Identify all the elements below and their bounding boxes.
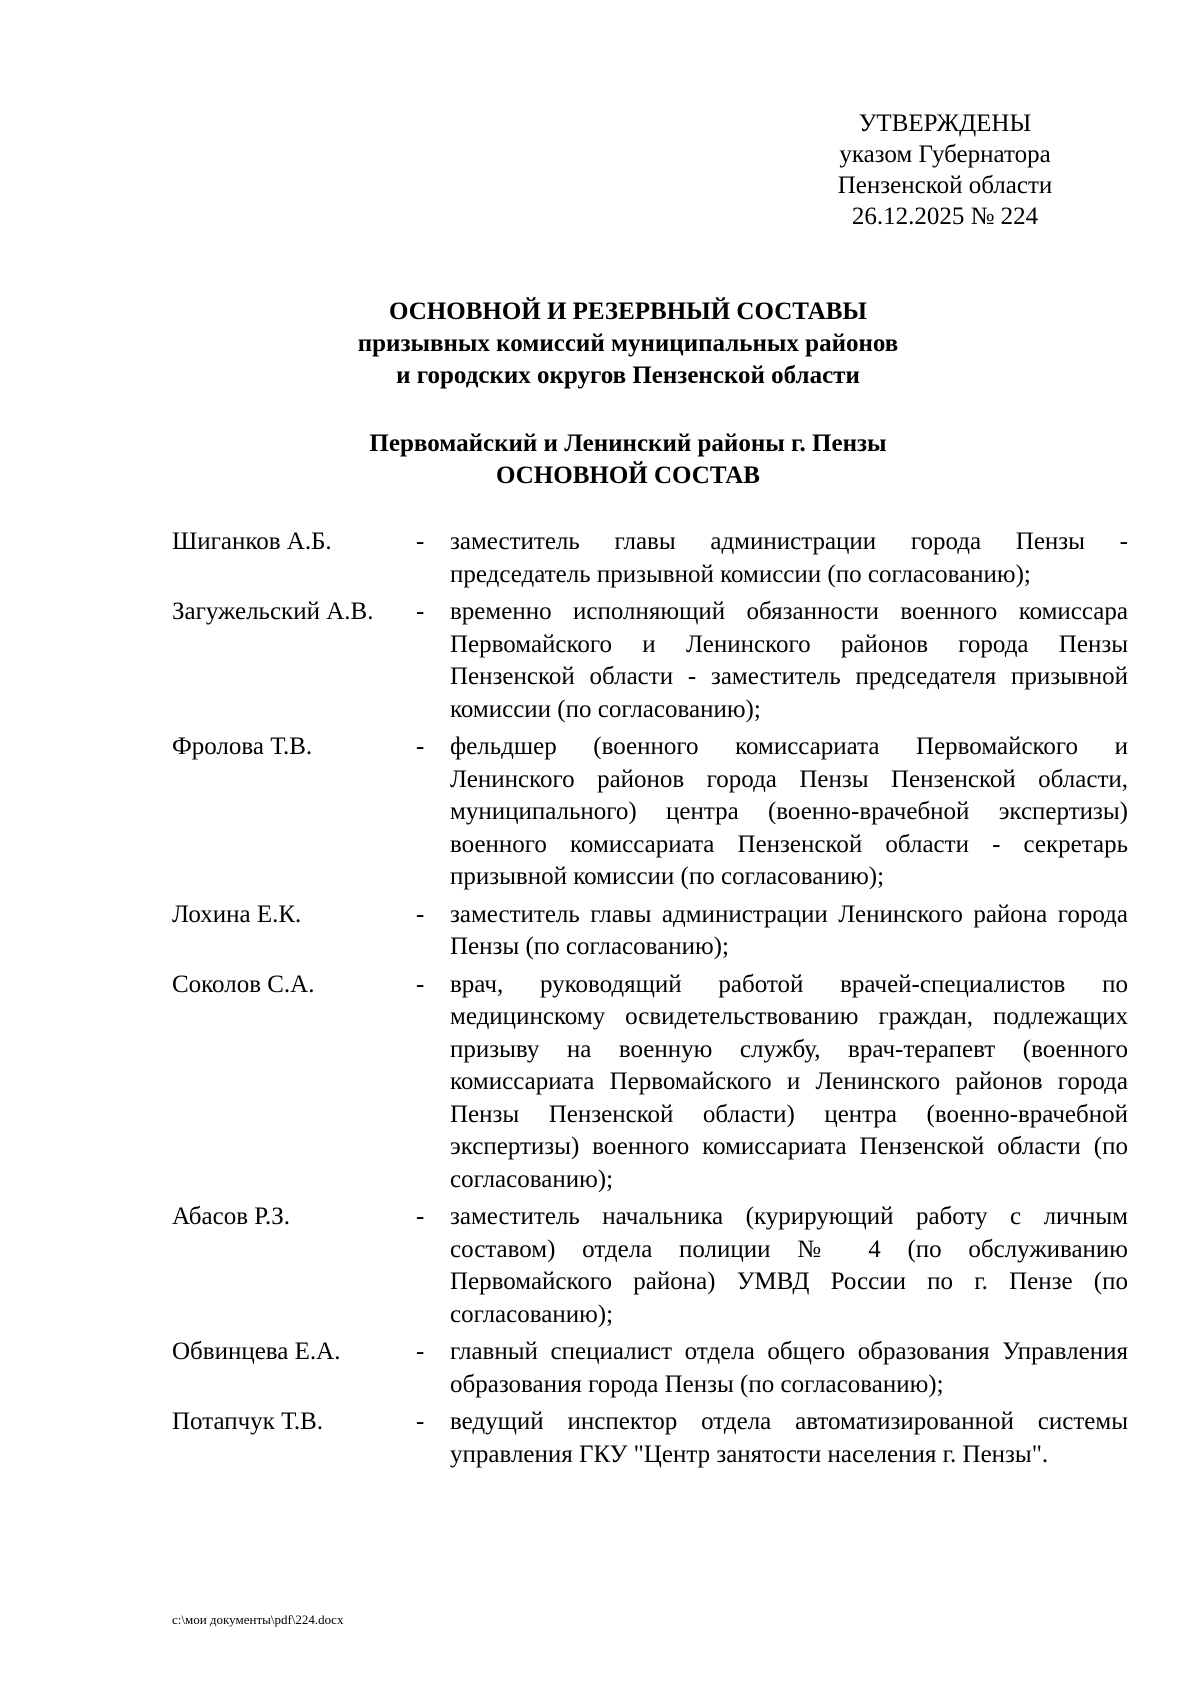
member-name: Обвинцева Е.А.: [172, 1338, 341, 1365]
member-name: Лохина Е.К.: [172, 900, 302, 928]
list-item: [172, 526, 1128, 591]
member-dash: -: [416, 528, 425, 555]
member-description: заместитель главы администрации города Пензы - председатель призывной комиссии (по согласованию);: [450, 528, 1128, 588]
member-name: Фролова Т.В.: [172, 733, 313, 760]
approval-stamp: [820, 108, 1070, 232]
member-dash: -: [416, 1203, 425, 1230]
member-description: главный специалист отдела общего образования Управления образования города Пензы (по согласованию);: [450, 1338, 1128, 1398]
list-item: [172, 596, 1128, 726]
member-description: заместитель начальника (курирующий работу с личным составом) отдела полиции № 4 (по обслуживанию Первомайского района) УМВД России по г. Пензе (по согласованию);: [450, 1203, 1128, 1328]
member-name: Шиганков А.Б.: [172, 528, 332, 555]
approval-region: Пензенской области: [837, 172, 1053, 199]
member-name: Потапчук Т.В.: [172, 1408, 324, 1435]
member-dash: -: [416, 733, 425, 760]
member-dash: -: [416, 900, 425, 928]
composition-heading: ОСНОВНОЙ СОСТАВ: [496, 462, 760, 489]
district-name: Первомайский и Ленинский районы г. Пензы: [369, 430, 887, 457]
title-line-1: ОСНОВНОЙ И РЕЗЕРВНЫЙ СОСТАВЫ: [389, 298, 867, 325]
document-title: [172, 296, 1084, 392]
approval-authority: указом Губернатора: [839, 141, 1051, 168]
list-item: [172, 1201, 1128, 1331]
list-item: [172, 899, 1128, 964]
member-name: Загужельский А.В.: [172, 598, 374, 625]
list-item: [172, 969, 1128, 1197]
member-description: фельдшер (военного комиссариата Первомайского и Ленинского районов города Пензы Пензенской области, муниципального) центра (военно-врачебной экспертизы) военного комиссариата Пензенской области - секретарь призывной комиссии (по согласованию);: [450, 733, 1128, 890]
list-item: [172, 1336, 1128, 1401]
approval-date-number: 26.12.2025 № 224: [851, 203, 1039, 230]
member-description: заместитель главы администрации Ленинского района города Пензы (по согласованию);: [450, 900, 1128, 960]
title-line-2: призывных комиссий муниципальных районов: [357, 330, 899, 357]
member-dash: -: [416, 1408, 425, 1435]
section-heading: [172, 428, 1084, 492]
list-item: [172, 1406, 1128, 1471]
member-description: временно исполняющий обязанности военного комиссара Первомайского и Ленинского районов города Пензы Пензенской области - заместитель председателя призывной комиссии (по согласованию);: [450, 598, 1128, 723]
list-item: [172, 731, 1128, 894]
members-list: [172, 526, 1128, 1476]
member-description: врач, руководящий работой врачей-специалистов по медицинскому освидетельствованию граждан, подлежащих призыву на военную службу, врач-терапевт (военного комиссариата Первомайского и Ленинского районов города Пензы Пензенской области) центра (военно-врачебной экспертизы) военного комиссариата Пензенской области (по согласованию);: [450, 970, 1128, 1193]
member-dash: -: [416, 970, 425, 998]
member-name: Абасов Р.З.: [172, 1203, 291, 1230]
member-name: Соколов С.А.: [172, 970, 315, 998]
member-description: ведущий инспектор отдела автоматизированной системы управления ГКУ "Центр занятости населения г. Пензы".: [450, 1408, 1128, 1468]
member-dash: -: [416, 598, 425, 625]
member-dash: -: [416, 1338, 425, 1365]
title-line-3: и городских округов Пензенской области: [396, 362, 860, 389]
approval-heading: УТВЕРЖДЕНЫ: [858, 110, 1032, 137]
file-path-footer: c:\мои документы\pdf\224.docx: [172, 1612, 344, 1627]
